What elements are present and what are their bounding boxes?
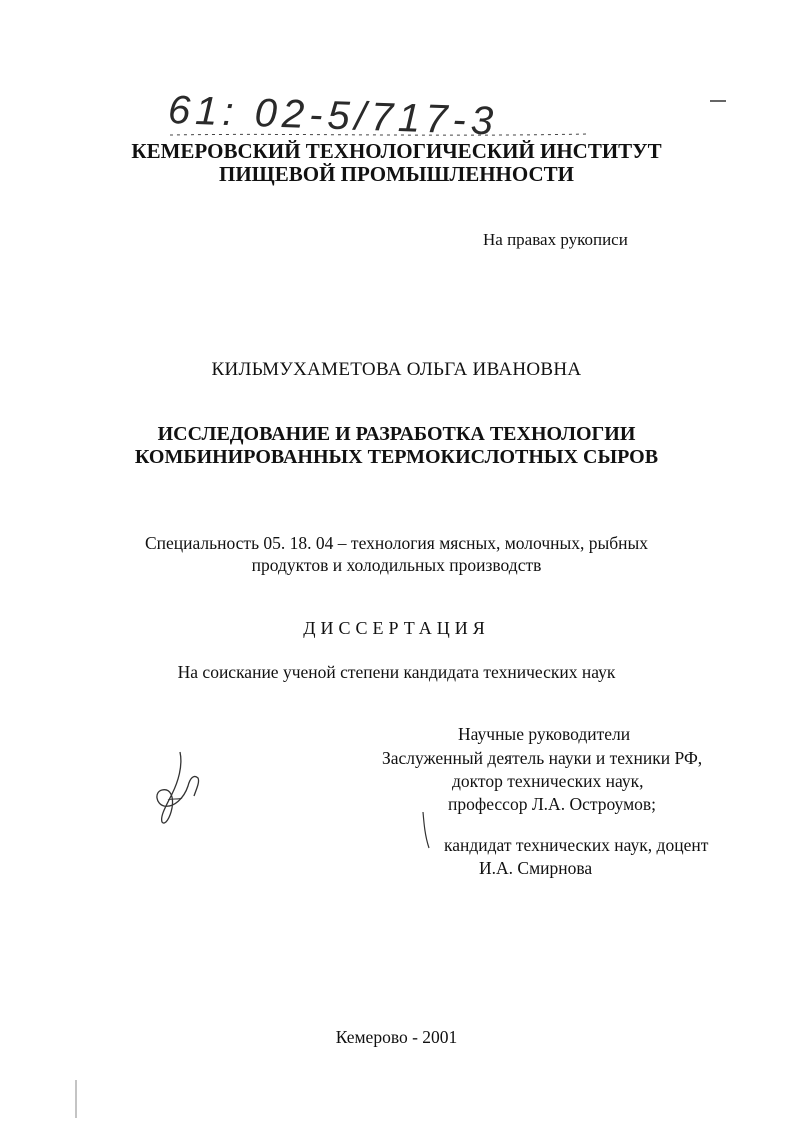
supervisor1-degree: доктор технических наук, <box>452 771 644 791</box>
institute-name-line2: ПИЩЕВОЙ ПРОМЫШЛЕННОСТИ <box>219 162 574 186</box>
manuscript-rights-note: На правах рукописи <box>483 230 628 249</box>
supervisor2-name: И.А. Смирнова <box>479 858 593 878</box>
supervisors-heading: Научные руководители <box>458 724 631 744</box>
archive-code-underline <box>170 132 590 138</box>
pen-tick-mark <box>420 810 432 852</box>
degree-statement: На соискание ученой степени кандидата технических наук <box>177 662 616 682</box>
specialty-line2: продуктов и холодильных производств <box>251 555 542 575</box>
scan-dash-mark <box>708 98 728 104</box>
supervisor1-name: профессор Л.А. Остроумов; <box>448 794 657 814</box>
signature-mark <box>150 748 205 828</box>
supervisor2-degree: кандидат технических наук, доцент <box>444 835 709 855</box>
document-type: ДИССЕРТАЦИЯ <box>303 618 490 638</box>
institute-name-line1: КЕМЕРОВСКИЙ ТЕХНОЛОГИЧЕСКИЙ ИНСТИТУТ <box>131 139 662 163</box>
city-and-year: Кемерово - 2001 <box>335 1027 458 1047</box>
scan-edge-artifact <box>74 1080 78 1120</box>
dissertation-title-line1: ИССЛЕДОВАНИЕ И РАЗРАБОТКА ТЕХНОЛОГИИ <box>157 423 636 445</box>
archive-code: 61: 02-5/717-3 <box>167 88 499 144</box>
supervisor1-honorary-title: Заслуженный деятель науки и техники РФ, <box>382 748 703 768</box>
dissertation-title-line2: КОМБИНИРОВАННЫХ ТЕРМОКИСЛОТНЫХ СЫРОВ <box>134 446 659 468</box>
author-name: КИЛЬМУХАМЕТОВА ОЛЬГА ИВАНОВНА <box>211 359 582 380</box>
specialty-line1: Специальность 05. 18. 04 – технология мясных, молочных, рыбных <box>144 533 649 553</box>
